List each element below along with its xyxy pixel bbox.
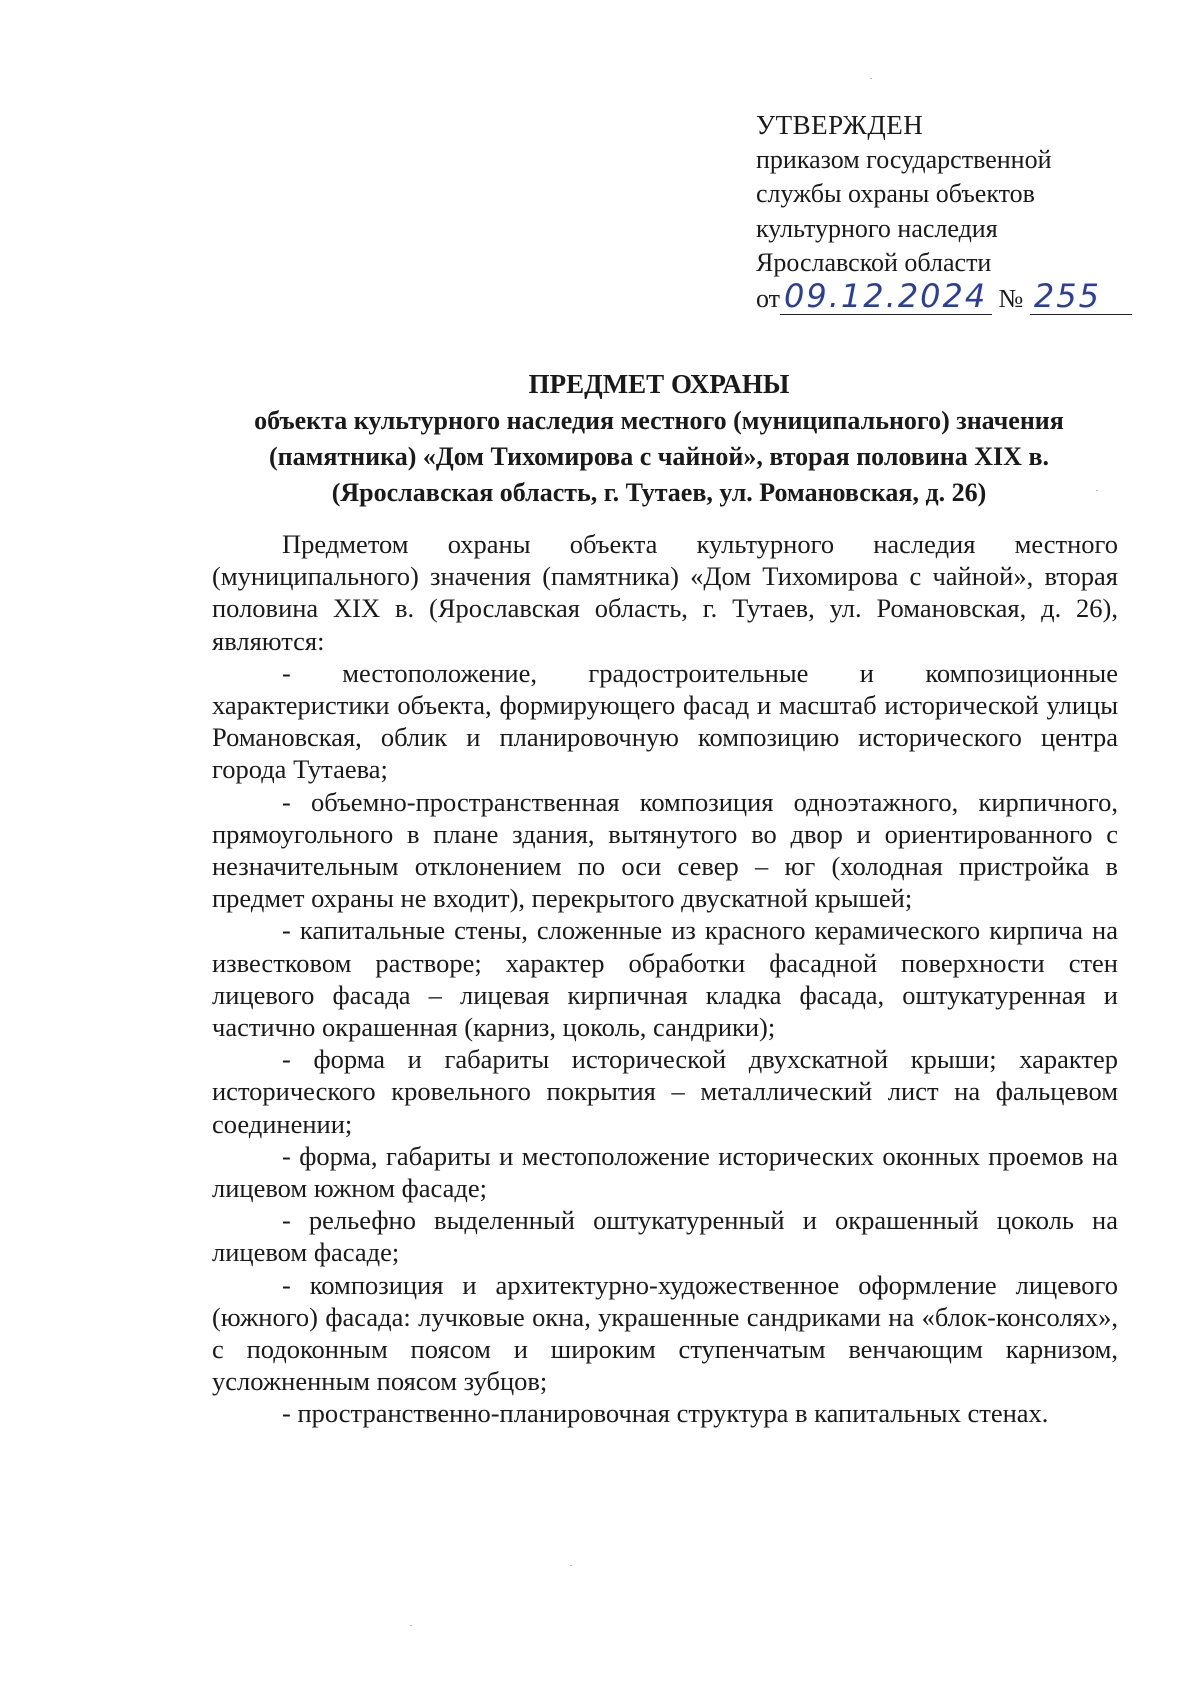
list-item: - форма, габариты и местоположение исторических оконных проемов на лицевом южном фасаде; (212, 1140, 1118, 1204)
list-item: - местоположение, градостроительные и композиционные характеристики объекта, формирующего фасад и масштаб исторической улицы Романовская, облик и планировочную композицию исторического центра города Тутаева; (212, 657, 1118, 785)
list-item: - объемно-пространственная композиция одноэтажного, кирпичного, прямоугольного в плане здания, вытянутого во двор и ориентированного с незначительным отклонением по оси север – юг (холодная пристройка в предмет охраны не входит), перекрытого двускатной крышей; (212, 786, 1118, 914)
number-prefix: № (998, 283, 1024, 313)
approval-heading: УТВЕРЖДЕН (756, 110, 924, 140)
scan-speck (570, 1565, 572, 1566)
list-item: - форма и габариты исторической двухскатной крыши; характер исторического кровельного покрытия – металлический лист на фальцевом соединении; (212, 1044, 1118, 1139)
title-line: (памятника) «Дом Тихомирова с чайной», вторая половина XIX в. (268, 442, 1049, 471)
title-line: объекта культурного наследия местного (муниципального) значения (254, 406, 1064, 435)
title-main: ПРЕДМЕТ ОХРАНЫ (528, 369, 790, 399)
list-item: - композиция и архитектурно-художественное оформление лицевого (южного) фасада: лучковые окна, украшенные сандриками на «блок-консолях», с подоконным поясом и широким ступенчатым венчающим карнизом, усложненным поясом зубцов; (212, 1269, 1118, 1397)
title-line: (Ярославская область, г. Тутаев, ул. Романовская, д. 26) (331, 478, 987, 507)
document-body (212, 528, 1118, 1430)
approval-line: службы охраны объектов (756, 179, 1035, 208)
document-title (200, 366, 1118, 511)
date-field (780, 276, 992, 315)
list-item: - рельефно выделенный оштукатуренный и окрашенный цоколь на лицевом фасаде; (212, 1205, 1118, 1268)
date-prefix: от (756, 283, 781, 313)
approval-date-row (756, 276, 1132, 317)
list-item: - капитальные стены, сложенные из красного керамического кирпича на известковом растворе; характер обработки фасадной поверхности стен лицевого фасада – лицевая кирпичная кладка фасада, оштукатуренная и частично окрашенная (карниз, цоколь, сандрики); (212, 915, 1118, 1043)
scan-speck (1096, 490, 1098, 491)
scan-speck (410, 1625, 412, 1626)
approval-stamp (756, 108, 1132, 316)
list-item: - пространственно-планировочная структура в капитальных стенах. (282, 1398, 1049, 1429)
approval-line: культурного наследия (756, 213, 998, 243)
scan-speck (870, 78, 872, 79)
intro-paragraph: Предметом охраны объекта культурного наследия местного (муниципального) значения (памятника) «Дом Тихомирова с чайной», вторая половина XIX в. (Ярославская область, г. Тутаев, ул. Романовская, д. 26), являются: (212, 529, 1118, 656)
number-field (1030, 276, 1132, 315)
handwritten-date: 09.12.2024 (784, 276, 988, 315)
handwritten-number: 255 (1033, 276, 1101, 315)
approval-line: приказом государственной (756, 144, 1052, 174)
approval-line: Ярославской области (756, 248, 992, 277)
